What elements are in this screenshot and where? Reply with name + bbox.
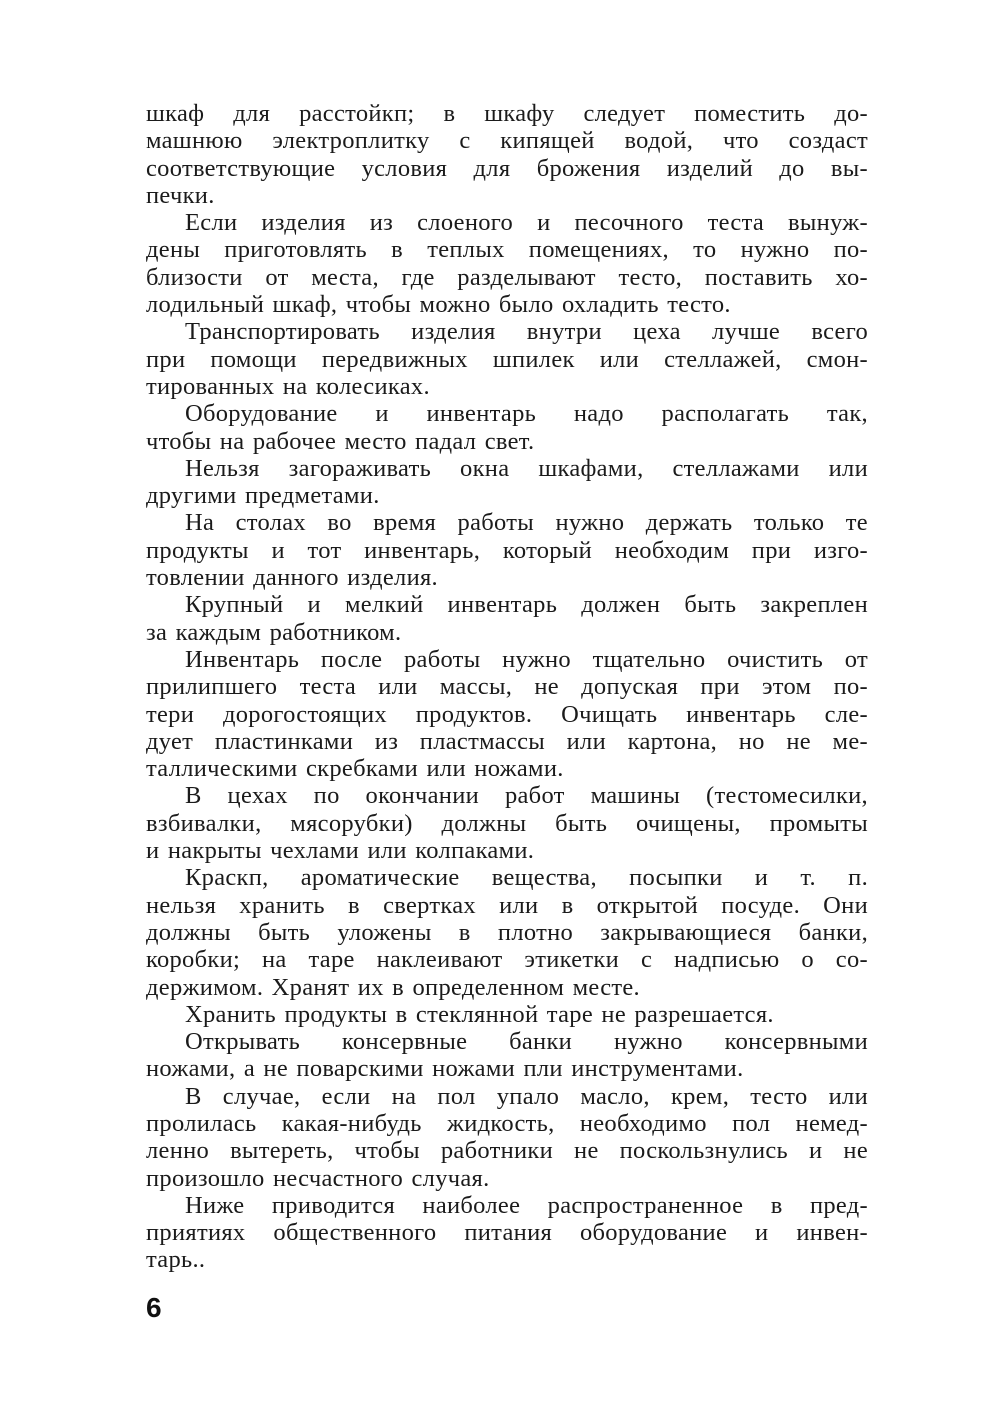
text-line: На столах во время работы нужно держать только те [185, 509, 868, 537]
text-line: Хранить продукты в стеклянной таре не разрешается. [185, 1000, 774, 1028]
text-line: Открывать консервные банки нужно консервными [185, 1028, 868, 1056]
text-line: тированных на колесиках. [146, 372, 430, 400]
text-line: ножами, а не поварскими ножами пли инструментами. [146, 1055, 744, 1083]
text-line: взбивалки, мясорубки) должны быть очищены, промыты [146, 809, 868, 837]
text-line: продукты и тот инвентарь, который необходим при изго- [146, 536, 868, 564]
text-line: тери дорогостоящих продуктов. Очищать инвентарь сле- [146, 700, 868, 728]
text-line: Краскп, ароматические вещества, посыпки и т. п. [185, 864, 868, 892]
text-line: В случае, если на пол упало масло, крем, тесто или [185, 1082, 868, 1110]
text-line: пролилась какая-нибудь жидкость, необходимо пол немед- [146, 1109, 868, 1137]
text-line: нельзя хранить в свертках или в открытой посуде. Они [146, 891, 868, 919]
text-line: товлении данного изделия. [146, 564, 438, 592]
text-line: коробки; на таре наклеивают этикетки с надписью о со- [146, 946, 868, 974]
text-line: Инвентарь после работы нужно тщательно очистить от [185, 645, 868, 673]
text-line: другими предметами. [146, 482, 380, 510]
text-line: Транспортировать изделия внутри цеха лучше всего [185, 318, 868, 346]
text-line: дует пластинками из пластмассы или картона, но не ме- [146, 727, 868, 755]
text-line: прилипшего теста или массы, не допуская при этом по- [146, 673, 868, 701]
text-line: чтобы на рабочее место падал свет. [146, 427, 535, 455]
text-line: ленно вытереть, чтобы работники не поскользнулись и не [146, 1137, 868, 1165]
text-line: приятиях общественного питания оборудование и инвен- [146, 1219, 868, 1247]
text-line: близости от места, где разделывают тесто, поставить хо- [146, 263, 868, 291]
text-line: В цехах по окончании работ машины (тестомесилки, [185, 782, 868, 810]
text-line: соответствующие условия для брожения изделий до вы- [146, 154, 868, 182]
body-text [146, 100, 868, 1274]
page-number: 6 [146, 1292, 162, 1323]
text-line: дены приготовлять в теплых помещениях, то нужно по- [146, 236, 868, 264]
text-line: и накрыты чехлами или колпаками. [146, 837, 535, 865]
text-line: Оборудование и инвентарь надо располагать так, [185, 400, 868, 428]
text-line: при помощи передвижных шпилек или стеллажей, смон- [146, 345, 868, 373]
text-line: Нельзя загораживать окна шкафами, стеллажами или [185, 454, 868, 482]
text-line: лодильный шкаф, чтобы можно было охладить тесто. [146, 291, 731, 319]
text-line: таллическими скребками или ножами. [146, 755, 564, 783]
text-line: должны быть уложены в плотно закрывающиеся банки, [146, 918, 868, 946]
text-line: держимом. Хранят их в определенном месте. [146, 973, 640, 1001]
text-line: за каждым работником. [146, 618, 402, 646]
text-line: Если изделия из слоеного и песочного теста вынуж- [185, 209, 868, 237]
text-line: тарь.. [146, 1246, 206, 1274]
text-line: шкаф для расстойкп; в шкафу следует поместить до- [146, 100, 868, 127]
text-line: Ниже приводится наиболее распространенное в пред- [185, 1191, 868, 1219]
text-line: машнюю электроплитку с кипящей водой, что создаст [146, 127, 868, 155]
text-line: Крупный и мелкий инвентарь должен быть закреплен [185, 591, 868, 619]
text-line: произошло несчастного случая. [146, 1164, 490, 1192]
text-line: печки. [146, 181, 215, 209]
